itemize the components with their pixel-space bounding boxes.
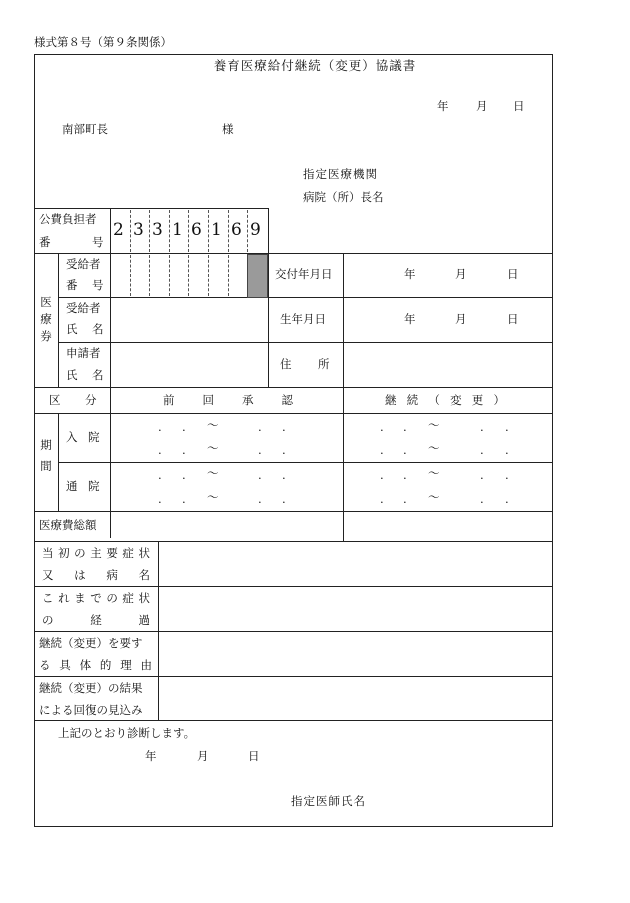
inpatient-label-a: 入 [66, 430, 78, 444]
date-dot: . [505, 492, 509, 506]
outpatient-label-a: 通 [66, 479, 78, 493]
date-dot: . [258, 468, 262, 482]
category-label-a: 区 [49, 393, 61, 407]
date-tilde: ～ [207, 466, 219, 480]
line [34, 631, 553, 632]
addressee: 南部町長 [62, 122, 108, 136]
payer-label-line2-b: 号 [92, 235, 104, 249]
line [58, 342, 553, 343]
line [158, 541, 159, 720]
date-tilde: ～ [207, 441, 219, 455]
symptoms-label-line1: 当 初 の 主 要 症 状 [42, 546, 150, 560]
line [58, 253, 59, 387]
form-title: 養育医療給付継続（変更）協議書 [213, 58, 417, 73]
birth-date-label: 生年月日 [280, 312, 326, 326]
digit-divider [149, 255, 150, 296]
recipient-name-line2-a: 氏 [66, 322, 78, 336]
reason-label-line2: る 具 体 的 理 由 [39, 658, 152, 672]
digit-divider [188, 255, 189, 296]
line [34, 413, 553, 414]
diagnosis-statement: 上記のとおり診断します。 [58, 726, 196, 740]
date-dot: . [505, 468, 509, 482]
date-dot: . [480, 420, 484, 434]
line [34, 511, 553, 512]
total-cost-label: 医療費総額 [39, 518, 97, 532]
digit-divider [228, 210, 229, 252]
course-label-line1: こ れ ま で の 症 状 [42, 591, 150, 605]
date-tilde: ～ [428, 441, 440, 455]
recipient-name-line1: 受給者 [66, 301, 101, 315]
symptoms-label-line2: 又 は 病 名 [42, 568, 150, 582]
payer-digit: 3 [133, 220, 144, 240]
date-dot: . [403, 443, 407, 457]
date-dot: . [282, 468, 286, 482]
line [34, 253, 553, 254]
date-tilde: ～ [428, 466, 440, 480]
date-dot: . [158, 468, 162, 482]
recipient-no-line2-a: 番 [66, 278, 78, 292]
continuation-label: 継 続 （ 変 更 ） [385, 393, 505, 407]
director-label: 病院（所）長名 [303, 190, 384, 204]
payer-digit: 2 [113, 220, 124, 240]
payer-digit: 1 [211, 220, 222, 240]
recipient-no-line1: 受給者 [66, 257, 101, 271]
date-dot: . [258, 443, 262, 457]
payer-label-line2-a: 番 [39, 235, 51, 249]
header-day: 日 [513, 99, 525, 113]
applicant-line2-b: 名 [92, 368, 104, 382]
date-dot: . [480, 468, 484, 482]
payer-digit: 3 [152, 220, 163, 240]
doctor-name-label: 指定医師氏名 [291, 794, 366, 808]
line [34, 720, 553, 721]
date-dot: . [182, 443, 186, 457]
date-dot: . [505, 420, 509, 434]
period-label: 期 間 [40, 438, 52, 473]
digit-divider [247, 210, 248, 252]
footer-month: 月 [197, 749, 209, 763]
outlook-label-line2: による回復の見込み [39, 703, 143, 717]
outlook-label-line1: 継続（変更）の結果 [39, 681, 143, 695]
date-dot: . [258, 420, 262, 434]
line [110, 208, 111, 538]
date-dot: . [158, 492, 162, 506]
issue-day: 日 [507, 267, 519, 281]
applicant-line1: 申請者 [66, 346, 101, 360]
applicant-line2-a: 氏 [66, 368, 78, 382]
digit-divider [130, 210, 131, 252]
line [58, 462, 553, 463]
issue-date-label: 交付年月日 [275, 267, 333, 281]
date-dot: . [182, 468, 186, 482]
digit-divider [130, 255, 131, 296]
date-dot: . [158, 443, 162, 457]
date-tilde: ～ [428, 490, 440, 504]
date-dot: . [403, 468, 407, 482]
payer-digit: 1 [172, 220, 183, 240]
line [343, 253, 344, 387]
line [58, 413, 59, 511]
line [34, 541, 553, 542]
reason-label-line1: 継続（変更）を要す [39, 636, 143, 650]
line [34, 676, 553, 677]
digit-divider [169, 210, 170, 252]
issue-year: 年 [404, 267, 416, 281]
birth-month: 月 [455, 312, 467, 326]
line [34, 387, 553, 388]
line [343, 387, 344, 541]
date-dot: . [258, 492, 262, 506]
recipient-no-line2-b: 号 [92, 278, 104, 292]
date-dot: . [380, 443, 384, 457]
date-dot: . [403, 420, 407, 434]
date-tilde: ～ [207, 418, 219, 432]
date-dot: . [282, 420, 286, 434]
line [268, 208, 269, 387]
payer-digit: 6 [191, 220, 202, 240]
line [58, 297, 553, 298]
recipient-name-line2-b: 名 [92, 322, 104, 336]
date-dot: . [282, 443, 286, 457]
digit-divider [208, 210, 209, 252]
category-label-b: 分 [85, 393, 97, 407]
digit-divider [208, 255, 209, 296]
previous-approval-label: 前 回 承 認 [163, 393, 293, 407]
date-dot: . [282, 492, 286, 506]
payer-label-line1: 公費負担者 [39, 212, 97, 226]
birth-day: 日 [507, 312, 519, 326]
date-dot: . [403, 492, 407, 506]
footer-day: 日 [248, 749, 260, 763]
date-dot: . [380, 468, 384, 482]
footer-year: 年 [145, 749, 157, 763]
date-dot: . [380, 420, 384, 434]
inpatient-label-b: 院 [88, 430, 100, 444]
outpatient-label-b: 院 [88, 479, 100, 493]
payer-digit: 9 [250, 220, 261, 240]
digit-divider [188, 210, 189, 252]
digit-divider [169, 255, 170, 296]
address-label-a: 住 [280, 357, 292, 371]
digit-divider [228, 255, 229, 296]
payer-digit: 6 [231, 220, 242, 240]
date-dot: . [182, 492, 186, 506]
form-number: 様式第８号（第９条関係） [34, 35, 172, 49]
header-month: 月 [476, 99, 488, 113]
line [34, 208, 268, 209]
course-label-line2: の 経 過 [42, 613, 150, 627]
date-dot: . [182, 420, 186, 434]
date-dot: . [158, 420, 162, 434]
check-digit-box [247, 254, 268, 298]
ticket-group-label: 医 療 券 [40, 295, 52, 343]
digit-divider [149, 210, 150, 252]
addressee-honorific: 様 [222, 122, 234, 136]
header-year: 年 [437, 99, 449, 113]
date-dot: . [480, 443, 484, 457]
date-dot: . [380, 492, 384, 506]
line [34, 586, 553, 587]
date-tilde: ～ [207, 490, 219, 504]
date-tilde: ～ [428, 418, 440, 432]
birth-year: 年 [404, 312, 416, 326]
date-dot: . [480, 492, 484, 506]
institution-label: 指定医療機関 [303, 167, 378, 181]
address-label-b: 所 [318, 357, 330, 371]
date-dot: . [505, 443, 509, 457]
issue-month: 月 [455, 267, 467, 281]
